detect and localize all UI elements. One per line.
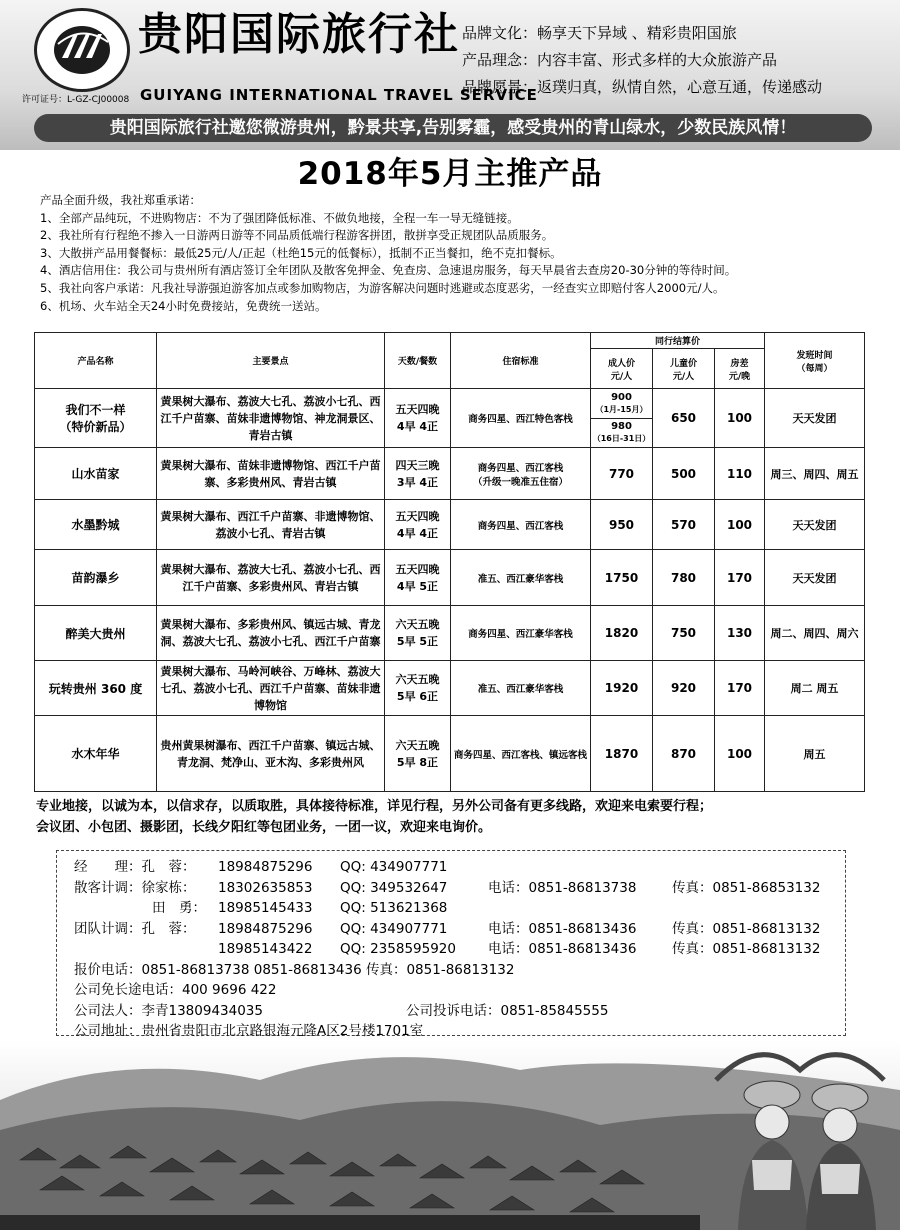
product-hotel: 商务四星、西江特色客栈 bbox=[451, 389, 591, 448]
header-child-unit: 元/人 bbox=[672, 371, 695, 382]
header-adult-label: 成人价 bbox=[607, 358, 635, 369]
adult-price-late-note: （16日-31日） bbox=[592, 433, 651, 443]
child-price: 920 bbox=[653, 661, 715, 716]
group-tel: 电话：0851-86813436 bbox=[488, 920, 637, 937]
room-diff: 100 bbox=[715, 389, 765, 448]
product-table bbox=[34, 332, 865, 792]
room-diff: 100 bbox=[715, 716, 765, 792]
fit-tel: 电话：0851-86813738 bbox=[488, 879, 637, 896]
table-row bbox=[35, 448, 865, 500]
address-line: 公司地址：贵州省贵阳市北京路银海元隆A区2号楼1701室 bbox=[74, 1023, 424, 1039]
adult-price bbox=[591, 389, 653, 448]
header-schedule bbox=[765, 333, 865, 389]
service-note: 会议团、小包团、摄影团，长线夕阳红等包团业务，一团一议，欢迎来电询价。 bbox=[36, 820, 492, 835]
meal-count: 5早 8正 bbox=[396, 755, 439, 769]
header-room-label: 房差 bbox=[730, 358, 749, 369]
fit2-qq: QQ: 513621368 bbox=[340, 900, 448, 916]
slogan-concept: 产品理念：内容丰富、形式多样的大众旅游产品 bbox=[462, 51, 778, 69]
product-name: 醉美大贵州 bbox=[35, 606, 157, 661]
table-row bbox=[35, 550, 865, 606]
product-hotel: 准五、西江豪华客栈 bbox=[451, 550, 591, 606]
product-days bbox=[385, 448, 451, 500]
manager-qq: QQ: 434907771 bbox=[340, 859, 448, 875]
promise-item: 4、酒店信用住：我公司与贵州所有酒店签订全年团队及散客免押金、免查房、急速退房服务，每天早晨省去查房20-30分钟的等待时间。 bbox=[40, 263, 737, 278]
product-spots: 黄果树大瀑布、荔波大七孔、荔波小七孔、西江千户苗寨、多彩贵州风、青岩古镇 bbox=[157, 550, 385, 606]
header-child-price bbox=[653, 349, 715, 389]
product-name-tag: （特价新品） bbox=[59, 420, 132, 434]
room-diff: 110 bbox=[715, 448, 765, 500]
fit2-phone: 18985145433 bbox=[218, 900, 313, 916]
slogan-vision: 品牌愿景：返璞归真，纵情自然，心意互通，传递感动 bbox=[462, 78, 823, 96]
meal-count: 3早 4正 bbox=[396, 475, 439, 489]
adult-price-early-note: （1月-15月） bbox=[595, 404, 648, 414]
adult-price: 950 bbox=[591, 500, 653, 550]
toll-free-line: 公司免长途电话：400 9696 422 bbox=[74, 982, 277, 998]
schedule: 周三、周四、周五 bbox=[765, 448, 865, 500]
table-row bbox=[35, 661, 865, 716]
product-name: 山水苗家 bbox=[35, 448, 157, 500]
days-count: 六天五晚 bbox=[395, 673, 440, 686]
adult-price-early bbox=[591, 390, 652, 419]
meal-count: 4早 4正 bbox=[396, 420, 439, 433]
days-count: 五天四晚 bbox=[395, 403, 440, 416]
table-row bbox=[35, 389, 865, 448]
header-child-label: 儿童价 bbox=[669, 358, 697, 369]
invitation-banner: 贵阳国际旅行社邀您微游贵州，黔景共享,告别雾霾，感受贵州的青山绿水，少数民族风情！ bbox=[34, 114, 872, 142]
product-name bbox=[35, 389, 157, 448]
promise-item: 2、我社所有行程绝不掺入一日游两日游等不同品质低端行程游客拼团，散拼享受正规团队品质服务。 bbox=[40, 228, 554, 243]
promise-item: 3、大散拼产品用餐餐标：最低25元/人/正起（杜绝15元的低餐标），抵制不正当餐扣，绝不克扣餐标。 bbox=[40, 245, 562, 260]
manager-label: 经 理：孔 蓉： bbox=[74, 859, 196, 875]
group2-tel: 电话：0851-86813436 bbox=[488, 941, 637, 957]
product-name: 水木年华 bbox=[35, 716, 157, 792]
days-count: 四天三晚 bbox=[395, 458, 440, 472]
product-hotel: 准五、西江豪华客栈 bbox=[451, 661, 591, 716]
meal-count: 4早 5正 bbox=[396, 579, 439, 593]
group2-phone: 18985143422 bbox=[218, 941, 313, 957]
meal-count: 5早 5正 bbox=[396, 635, 439, 648]
fit-fax: 传真：0851-86853132 bbox=[672, 879, 821, 896]
logo-emblem-icon bbox=[40, 14, 124, 86]
schedule: 周二、周四、周六 bbox=[765, 606, 865, 661]
brand-title: 贵阳国际旅行社 bbox=[138, 9, 460, 60]
room-diff: 170 bbox=[715, 661, 765, 716]
schedule: 天天发团 bbox=[765, 389, 865, 448]
promise-item: 1、全部产品纯玩，不进购物店：不为了强团降低标准、不做负地接，全程一车一导无缝链接。 bbox=[40, 210, 519, 225]
child-price: 870 bbox=[653, 716, 715, 792]
product-days bbox=[385, 550, 451, 606]
adult-price: 1870 bbox=[591, 716, 653, 792]
slogan-culture: 品牌文化：畅享天下异域 、精彩贵阳国旅 bbox=[462, 24, 737, 42]
header-room-diff bbox=[715, 349, 765, 389]
product-hotel: 商务四星、西江豪华客栈 bbox=[451, 606, 591, 661]
group-fax: 传真：0851-86813132 bbox=[672, 920, 821, 937]
promise-list bbox=[40, 192, 880, 315]
product-days bbox=[385, 716, 451, 792]
header-days-meals: 天数/餐数 bbox=[385, 333, 451, 389]
schedule: 天天发团 bbox=[765, 550, 865, 606]
fit-qq: QQ: 349532647 bbox=[340, 879, 448, 896]
header-room-unit: 元/晚 bbox=[728, 371, 751, 382]
room-diff: 130 bbox=[715, 606, 765, 661]
group-phone: 18984875296 bbox=[218, 920, 313, 937]
company-logo bbox=[34, 8, 130, 92]
schedule: 周五 bbox=[765, 716, 865, 792]
header-schedule-label: 发班时间 bbox=[796, 350, 833, 361]
days-count: 五天四晚 bbox=[395, 562, 440, 576]
product-hotel bbox=[451, 448, 591, 500]
hotel-upgrade: （升级一晚准五住宿） bbox=[472, 476, 568, 488]
product-days bbox=[385, 389, 451, 448]
adult-price: 1750 bbox=[591, 550, 653, 606]
fit-label: 散客计调：徐家栋： bbox=[74, 879, 196, 896]
header-main-spots: 主要景点 bbox=[157, 333, 385, 389]
product-hotel: 商务四星、西江客栈 bbox=[451, 500, 591, 550]
header-adult-price bbox=[591, 349, 653, 389]
product-spots: 黄果树大瀑布、西江千户苗寨、非遗博物馆、荔波小七孔、青岩古镇 bbox=[157, 500, 385, 550]
promise-item: 5、我社向客户承诺：凡我社导游强迫游客加点或参加购物店，为游客解决问题时逃避或态度恶劣，一经查实立即赔付客人2000元/人。 bbox=[40, 280, 725, 295]
child-price: 780 bbox=[653, 550, 715, 606]
child-price: 500 bbox=[653, 448, 715, 500]
brand-slogans bbox=[462, 20, 822, 101]
adult-price: 1920 bbox=[591, 661, 653, 716]
complaint-line: 公司投诉电话：0851-85845555 bbox=[406, 1002, 609, 1019]
village-illustration bbox=[0, 1040, 900, 1230]
promise-intro: 产品全面升级，我社郑重承诺： bbox=[40, 193, 201, 207]
product-days bbox=[385, 606, 451, 661]
child-price: 650 bbox=[653, 389, 715, 448]
brand-english-name: GUIYANG INTERNATIONAL TRAVEL SERVICE bbox=[140, 86, 538, 104]
quote-line: 报价电话：0851-86813738 0851-86813436 传真：0851-86813132 bbox=[74, 961, 515, 978]
room-diff: 170 bbox=[715, 550, 765, 606]
service-note: 专业地接，以诚为本，以信求存，以质取胜，具体接待标准，详见行程，另外公司备有更多线路，欢迎来电索要行程； bbox=[36, 799, 713, 814]
adult-price: 1820 bbox=[591, 606, 653, 661]
header-hotel: 住宿标准 bbox=[451, 333, 591, 389]
table-row bbox=[35, 716, 865, 792]
header-schedule-sub: （每周） bbox=[796, 363, 833, 374]
table-row bbox=[35, 606, 865, 661]
group2-fax: 传真：0851-86813132 bbox=[672, 941, 821, 957]
product-days bbox=[385, 500, 451, 550]
promise-item: 6、机场、火车站全天24小时免费接站，免费统一送站。 bbox=[40, 298, 327, 313]
product-name: 苗韵瀑乡 bbox=[35, 550, 157, 606]
product-spots: 贵州黄果树瀑布、西江千户苗寨、镇远古城、青龙洞、梵净山、亚木沟、多彩贵州风 bbox=[157, 716, 385, 792]
schedule: 天天发团 bbox=[765, 500, 865, 550]
child-price: 570 bbox=[653, 500, 715, 550]
group2-qq: QQ: 2358595920 bbox=[340, 941, 456, 957]
group-qq: QQ: 434907771 bbox=[340, 920, 448, 937]
room-diff: 100 bbox=[715, 500, 765, 550]
adult-price-late-value: 980 bbox=[611, 420, 632, 432]
adult-price-early-value: 900 bbox=[611, 391, 632, 403]
meal-count: 5早 6正 bbox=[396, 690, 439, 703]
service-notes bbox=[36, 796, 876, 838]
days-count: 五天四晚 bbox=[395, 509, 440, 523]
days-count: 六天五晚 bbox=[395, 618, 440, 631]
header-adult-unit: 元/人 bbox=[610, 371, 633, 382]
header-price-group: 同行结算价 bbox=[591, 333, 765, 349]
header-product-name: 产品名称 bbox=[35, 333, 157, 389]
adult-price: 770 bbox=[591, 448, 653, 500]
fit-phone: 18302635853 bbox=[218, 879, 313, 896]
page-title: 2018年5月主推产品 bbox=[297, 156, 603, 192]
schedule: 周二 周五 bbox=[765, 661, 865, 716]
product-spots: 黄果树大瀑布、荔波大七孔、荔波小七孔、西江千户苗寨、苗妹非遗博物馆、神龙洞景区、青岩古镇 bbox=[157, 389, 385, 448]
product-name: 水墨黔城 bbox=[35, 500, 157, 550]
meal-count: 4早 4正 bbox=[396, 526, 439, 540]
fit2-label: 田 勇： bbox=[152, 900, 206, 916]
product-name: 玩转贵州 360 度 bbox=[35, 661, 157, 716]
child-price: 750 bbox=[653, 606, 715, 661]
manager-phone: 18984875296 bbox=[218, 859, 313, 875]
table-row bbox=[35, 500, 865, 550]
adult-price-late bbox=[591, 419, 652, 447]
legal-line: 公司法人：李青13809434035 bbox=[74, 1002, 263, 1019]
license-number: 许可证号：L-GZ-CJ00008 bbox=[22, 95, 130, 105]
product-spots: 黄果树大瀑布、苗妹非遗博物馆、西江千户苗寨、多彩贵州风、青岩古镇 bbox=[157, 448, 385, 500]
product-name-line: 我们不一样 bbox=[65, 403, 126, 417]
village-photo bbox=[0, 1040, 900, 1230]
product-hotel: 商务四星、西江客栈、镇远客栈 bbox=[451, 716, 591, 792]
days-count: 六天五晚 bbox=[395, 738, 440, 752]
hotel-standard: 商务四星、西江客栈 bbox=[477, 462, 564, 474]
product-spots: 黄果树大瀑布、马岭河峡谷、万峰林、荔波大七孔、荔波小七孔、西江千户苗寨、苗妹非遗博物馆 bbox=[157, 661, 385, 716]
product-days bbox=[385, 661, 451, 716]
group-label: 团队计调：孔 蓉： bbox=[74, 920, 196, 937]
product-spots: 黄果树大瀑布、多彩贵州风、镇远古城、青龙洞、荔波大七孔、荔波小七孔、西江千户苗寨 bbox=[157, 606, 385, 661]
